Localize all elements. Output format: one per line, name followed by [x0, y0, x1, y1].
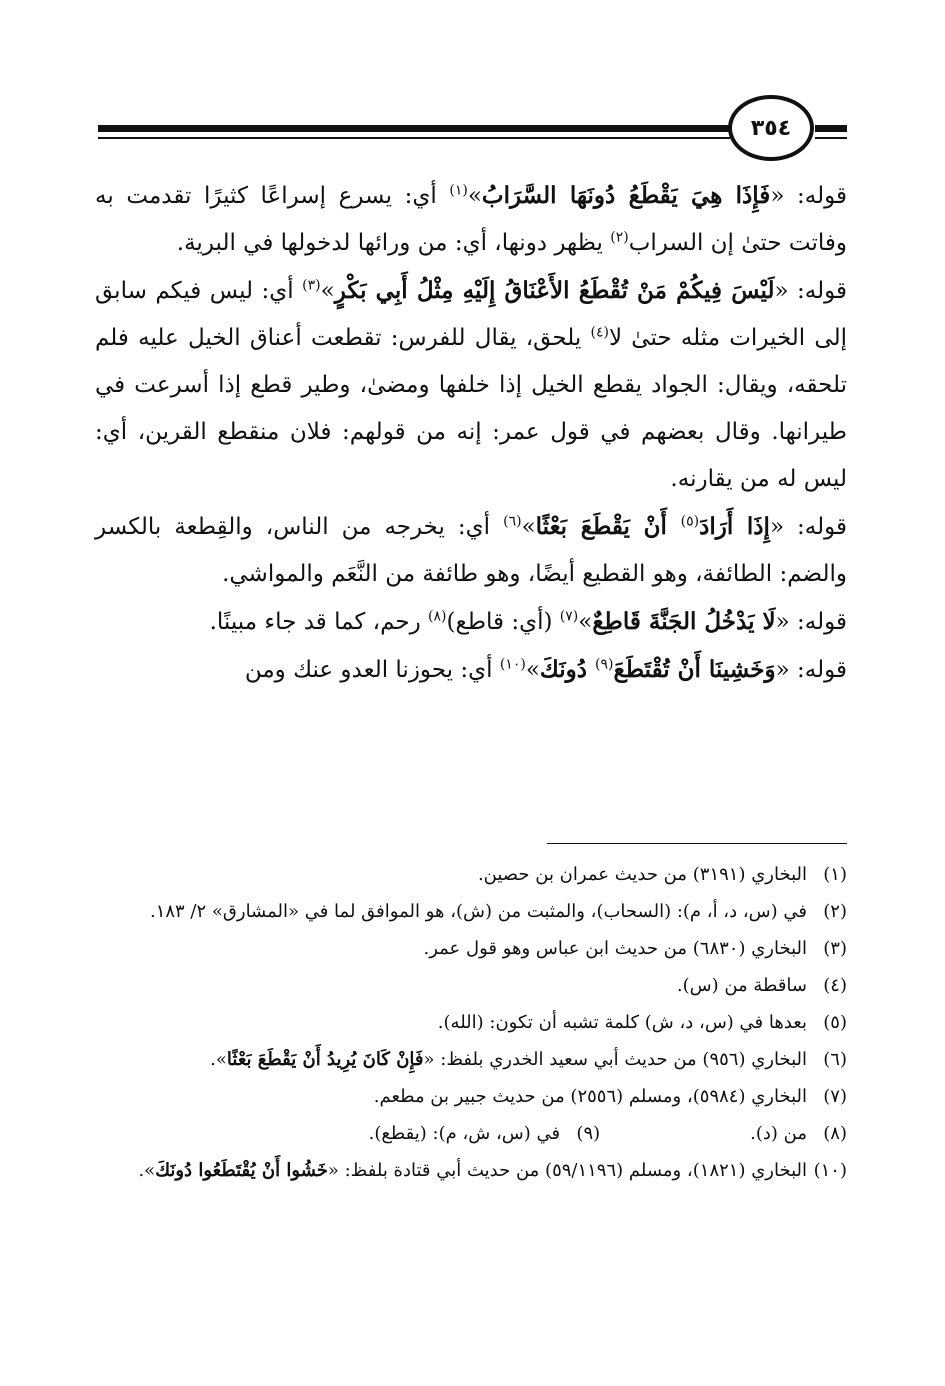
footnote-text: البخاري (٣١٩١) من حديث عمران بن حصين. [477, 864, 807, 885]
quote-prefix: قوله: « [770, 183, 847, 209]
footnote-number: (١٠) [813, 1160, 847, 1181]
footnote-text: البخاري (٥٩٨٤)، ومسلم (٢٥٥٦) من حديث جبير بن مطعم. [373, 1086, 807, 1107]
footnote-7 [95, 1078, 847, 1115]
footnote-ref: (٥) [680, 513, 700, 530]
hadith-quote: خَشُوا أَنْ يُقْتَطَعُوا دُونَكَ [155, 1160, 328, 1181]
commentary-text: أي: ليس فيكم سابق إلى الخيرات مثله حتىٰ لا [95, 278, 847, 351]
commentary-text: يظهر دونها، أي: من ورائها لدخولها في البرية. [176, 230, 611, 256]
footnote-text: البخاري (٦٨٣٠) من حديث ابن عباس وهو قول عمر. [423, 938, 807, 959]
footnote-9 [369, 1115, 601, 1152]
footnote-4 [95, 967, 847, 1004]
footnote-number: (١) [823, 864, 847, 885]
quote-prefix: قوله: « [775, 609, 847, 635]
main-text [95, 172, 847, 694]
footnote-number: (٩) [576, 1123, 601, 1144]
hadith-quote: لَيْسَ فِيكُمْ مَنْ تُقْطَعُ الأَعْنَاقُ إِلَيْهِ مِثْلُ أَبِي بَكْرٍ [334, 277, 775, 304]
footnote-number: (٣) [823, 938, 847, 959]
header-rule-thick [98, 125, 730, 132]
commentary-text: أي: يسرع إسراعًا كثيرًا تقدمت به وفاتت حتىٰ إن السراب [95, 183, 847, 256]
footnote-8 [750, 1115, 847, 1152]
footnote-number: (٢) [823, 901, 847, 922]
hadith-quote: دُونَكَ [539, 656, 596, 683]
footnote-number: (٤) [823, 975, 847, 996]
footnote-text: في (س، د، أ، م): (السحاب)، والمثبت من (ش)، هو الموافق لما في «المشارق» ٢/ ١٨٣. [149, 901, 807, 922]
hadith-quote: فَإِذَا هِيَ يَقْطَعُ دُونَهَا السَّرَابُ [481, 182, 771, 209]
header-rule-right-thin [815, 137, 847, 139]
footnote-number: (٦) [823, 1049, 847, 1070]
footnote-text-part: البخاري (٩٥٦) من حديث أبي سعيد الخدري بلفظ: « [423, 1049, 807, 1070]
header-rule-right-thick [815, 125, 847, 132]
footnote-number: (٥) [823, 1012, 847, 1033]
quote-suffix: » [467, 183, 482, 209]
footnote-ref: (٨) [428, 608, 447, 625]
paragraph-1 [95, 172, 847, 267]
page-number: ٣٥٤ [728, 95, 814, 161]
header-rule-thin [98, 137, 730, 139]
footnote-text-part: ». [210, 1049, 227, 1070]
quote-suffix: » [320, 278, 335, 304]
hadith-quote: فَإِنْ كَانَ يُرِيدُ أَنْ يَقْطَعَ بَعْثًا [226, 1049, 424, 1070]
footnote-text-part: البخاري (١٨٢١)، ومسلم (٥٩/١١٩٦) من حديث أبي قتادة بلفظ: « [327, 1160, 807, 1181]
quote-prefix: قوله: « [774, 278, 847, 304]
footnote-text: بعدها في (س، د، ش) كلمة تشبه أن تكون: (الله). [437, 1012, 807, 1033]
quote-suffix: » [525, 657, 540, 683]
commentary-text: أي: يخرجه من الناس، والقِطعة بالكسر والضم: الطائفة، وهو القطيع أيضًا، وهو طائفة من النَّعَم والمواشي. [95, 514, 847, 587]
footnote-pair [95, 1115, 847, 1152]
footnote-2 [95, 893, 847, 930]
footnote-ref: (٤) [590, 324, 609, 341]
footnote-text [95, 1152, 807, 1189]
hadith-quote: وَخَشِينَا أَنْ تُقْتَطَعَ [613, 656, 776, 683]
footnote-separator [547, 843, 847, 844]
paragraph-3 [95, 503, 847, 598]
quote-prefix: قوله: « [769, 514, 847, 540]
footnote-text [95, 1041, 807, 1078]
footnote-ref: (١) [449, 182, 468, 199]
footnote-5 [95, 1004, 847, 1041]
quote-suffix: » [578, 609, 593, 635]
paragraph-5 [95, 646, 847, 694]
footnote-text: من (د). [750, 1123, 807, 1144]
footnote-ref: (١٠) [499, 656, 526, 673]
footnotes [95, 856, 847, 1189]
hadith-quote: لَا يَدْخُلُ الجَنَّةَ قَاطِعٌ [592, 608, 776, 635]
footnote-6 [95, 1041, 847, 1078]
footnote-text-part: ». [138, 1160, 156, 1181]
hadith-quote: أَنْ يَقْطَعَ بَعْثًا [535, 513, 681, 540]
footnote-text: ساقطة من (س). [676, 975, 807, 996]
paragraph-4 [95, 598, 847, 646]
footnote-ref: (٦) [503, 513, 522, 530]
footnote-text: في (س، ش، م): (يقطع). [368, 1123, 561, 1144]
footnote-1 [95, 856, 847, 893]
footnote-ref: (٩) [595, 656, 614, 673]
footnote-ref: (٧) [559, 608, 579, 625]
footnote-ref: (٢) [610, 229, 629, 246]
commentary-text: يلحق، يقال للفرس: تقطعت أعناق الخيل عليه فلم تلحقه، ويقال: الجواد يقطع الخيل إذا خلفها ومضىٰ، وطير قطع إذا أسرعت في طيرانها. وقال بعضهم في قول عمر: إنه من قولهم: فلان منقطع القرين، أي: ليس له من يقارنه. [95, 325, 847, 492]
commentary-text: أي: يحوزنا العدو عنك ومن [244, 657, 500, 683]
quote-prefix: قوله: « [775, 657, 847, 683]
footnote-number: (٧) [823, 1086, 847, 1107]
commentary-text: (أي: قاطع) [446, 609, 560, 635]
hadith-quote: إِذَا أَرَادَ [699, 513, 770, 540]
footnote-3 [95, 930, 847, 967]
quote-suffix: » [521, 514, 536, 540]
paragraph-2 [95, 267, 847, 503]
footnote-number: (٨) [823, 1123, 847, 1144]
commentary-text: رحم، كما قد جاء مبينًا. [209, 609, 429, 635]
footnote-10 [95, 1152, 847, 1189]
footnote-ref: (٣) [302, 277, 321, 294]
